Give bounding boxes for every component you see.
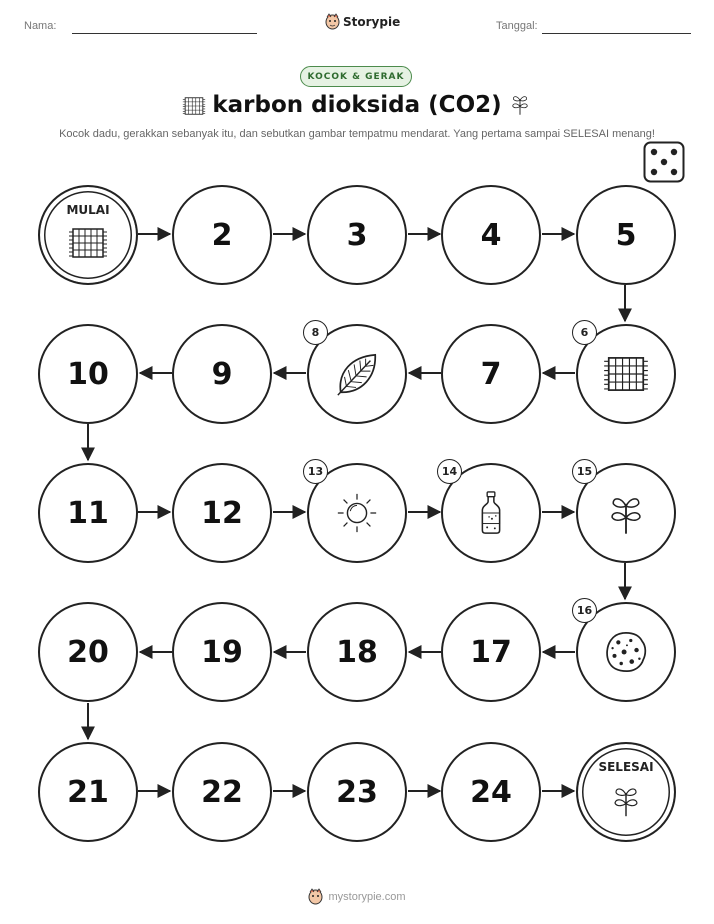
square-number: 11 xyxy=(67,495,109,531)
square-number: 24 xyxy=(470,774,512,810)
soda-bottle-icon xyxy=(468,490,514,536)
board-square-10[interactable] xyxy=(38,324,138,424)
square-number: 7 xyxy=(480,356,502,392)
square-number: 10 xyxy=(67,356,109,392)
square-number: 19 xyxy=(201,634,243,670)
brand-name: Storypie xyxy=(343,14,401,29)
square-number-badge: 15 xyxy=(572,459,597,484)
seedling-icon xyxy=(606,782,646,818)
category-badge: KOCOK & GERAK xyxy=(300,66,412,87)
board-square-21[interactable] xyxy=(38,742,138,842)
rug-icon xyxy=(68,225,108,261)
board-square-20[interactable] xyxy=(38,602,138,702)
sun-icon xyxy=(334,490,380,536)
cookie-icon xyxy=(603,629,649,675)
board-square-6[interactable] xyxy=(576,324,676,424)
square-number: 18 xyxy=(336,634,378,670)
square-number-badge: 6 xyxy=(572,320,597,345)
board-square-finish[interactable] xyxy=(576,742,676,842)
board-square-14[interactable] xyxy=(441,463,541,563)
board-square-5[interactable] xyxy=(576,185,676,285)
board-square-start[interactable] xyxy=(38,185,138,285)
board-square-9[interactable] xyxy=(172,324,272,424)
square-number: 5 xyxy=(615,217,637,253)
square-number-badge: 13 xyxy=(303,459,328,484)
date-label: Tanggal: xyxy=(496,20,538,32)
square-number-badge: 14 xyxy=(437,459,462,484)
square-number: 21 xyxy=(67,774,109,810)
square-number: 4 xyxy=(480,217,502,253)
square-number: 3 xyxy=(346,217,368,253)
board-square-4[interactable] xyxy=(441,185,541,285)
board-square-3[interactable] xyxy=(307,185,407,285)
instructions: Kocok dadu, gerakkan sebanyak itu, dan sebutkan gambar tempatmu mendarat. Yang pertama sampai SELESAI menang! xyxy=(59,128,655,140)
rug-icon xyxy=(603,351,649,397)
square-number: 22 xyxy=(201,774,243,810)
footer xyxy=(0,888,714,905)
seedling-icon xyxy=(603,490,649,536)
square-number-badge: 16 xyxy=(572,598,597,623)
storypie-mascot-icon xyxy=(308,888,323,905)
board-square-19[interactable] xyxy=(172,602,272,702)
square-number: 17 xyxy=(470,634,512,670)
board-square-11[interactable] xyxy=(38,463,138,563)
board-square-16[interactable] xyxy=(576,602,676,702)
board-square-12[interactable] xyxy=(172,463,272,563)
finish-label: SELESAI xyxy=(598,760,654,774)
leaf-icon xyxy=(334,351,380,397)
board-square-7[interactable] xyxy=(441,324,541,424)
square-number: 23 xyxy=(336,774,378,810)
start-label: MULAI xyxy=(66,203,110,217)
square-number: 20 xyxy=(67,634,109,670)
board-square-8[interactable] xyxy=(307,324,407,424)
board-square-24[interactable] xyxy=(441,742,541,842)
board-square-2[interactable] xyxy=(172,185,272,285)
board-square-23[interactable] xyxy=(307,742,407,842)
page-title: karbon dioksida (CO2) xyxy=(212,92,502,118)
board-square-22[interactable] xyxy=(172,742,272,842)
square-number: 12 xyxy=(201,495,243,531)
square-number: 9 xyxy=(211,356,233,392)
square-number: 2 xyxy=(211,217,233,253)
name-label: Nama: xyxy=(24,20,57,32)
footer-url[interactable]: mystorypie.com xyxy=(328,890,406,903)
square-number-badge: 8 xyxy=(303,320,328,345)
board-square-13[interactable] xyxy=(307,463,407,563)
board-square-15[interactable] xyxy=(576,463,676,563)
board-square-17[interactable] xyxy=(441,602,541,702)
board-square-18[interactable] xyxy=(307,602,407,702)
